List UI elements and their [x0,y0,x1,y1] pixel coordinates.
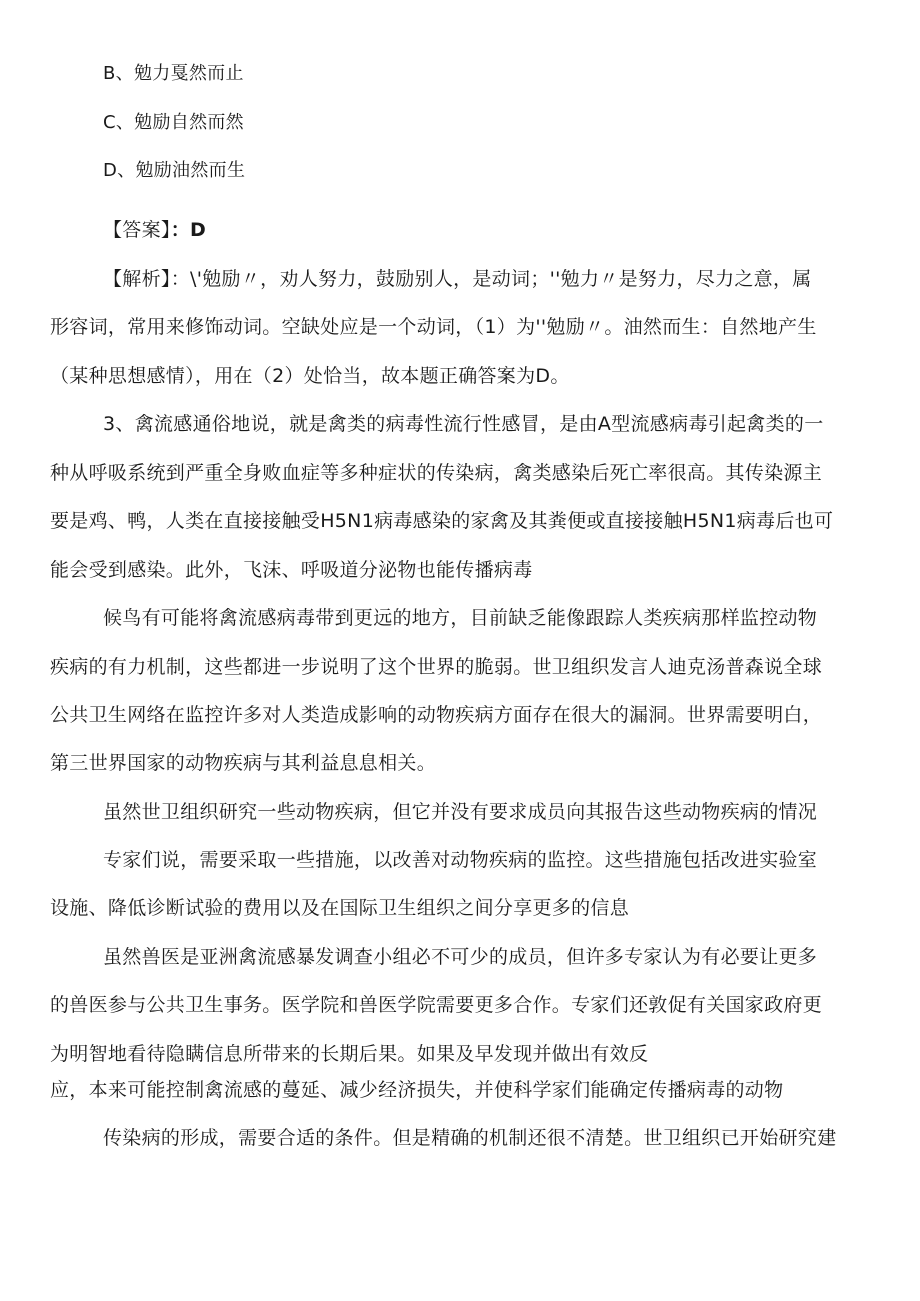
answer-line [103,218,206,242]
option-b: B、勉力戛然而止 [103,63,244,84]
q3-p5-line-2: 的兽医参与公共卫生事务。医学院和兽医学院需要更多合作。专家们还敦促有关国家政府更 [50,994,823,1016]
q3-p5-line-4: 应，本来可能控制禽流感的蔓延、减少经济损失，并使科学家们能确定传播病毒的动物 [50,1079,784,1101]
analysis-line-2: 形容词，常用来修饰动词。空缺处应是一个动词，（1）为''勉励〃。油然而生：自然地产生 [50,316,817,338]
q3-p2-line-2: 疾病的有力机制，这些都进一步说明了这个世界的脆弱。世卫组织发言人迪克汤普森说全球 [50,656,823,678]
q3-p5-line-3: 为明智地看待隐瞒信息所带来的长期后果。如果及早发现并做出有效反 [50,1043,649,1065]
option-d: D、勉励油然而生 [103,160,246,181]
analysis-line-1: 【解析】：\'勉励〃，劝人努力，鼓励别人，是动词；''勉力〃是努力，尽力之意，属 [103,268,812,290]
q3-p1-line-2: 种从呼吸系统到严重全身败血症等多种症状的传染病，禽类感染后死亡率很高。其传染源主 [50,462,823,484]
q3-p2-line-3: 公共卫生网络在监控许多对人类造成影响的动物疾病方面存在很大的漏洞。世界需要明白， [50,704,823,726]
q3-p4-line-1: 专家们说，需要采取一些措施，以改善对动物疾病的监控。这些措施包括改进实验室 [103,849,818,871]
q3-p1-line-1: 3、禽流感通俗地说，就是禽类的病毒性流行性感冒，是由A型流感病毒引起禽类的一 [103,413,824,435]
answer-label: 【答案】 [103,219,171,241]
q3-p6-line-1: 传染病的形成，需要合适的条件。但是精确的机制还很不清楚。世卫组织已开始研究建 [103,1127,837,1149]
analysis-line-3: （某种思想感情），用在（2）处恰当，故本题正确答案为D。 [50,365,570,387]
q3-p4-line-2: 设施、降低诊断试验的费用以及在国际卫生组织之间分享更多的信息 [50,897,630,919]
q3-p3-line-1: 虽然世卫组织研究一些动物疾病，但它并没有要求成员向其报告这些动物疾病的情况 [103,801,818,823]
q3-p2-line-1: 候鸟有可能将禽流感病毒带到更远的地方，目前缺乏能像跟踪人类疾病那样监控动物 [103,607,818,629]
q3-p1-line-4: 能会受到感染。此外，飞沫、呼吸道分泌物也能传播病毒 [50,559,533,581]
answer-value: ：D [170,219,207,241]
q3-p5-line-1: 虽然兽医是亚洲禽流感暴发调查小组必不可少的成员，但许多专家认为有必要让更多 [103,946,818,968]
option-c: C、勉励自然而然 [103,112,244,133]
q3-p1-line-3: 要是鸡、鸭，人类在直接接触受H5N1病毒感染的家禽及其粪便或直接接触H5N1病毒后也可 [50,510,834,532]
q3-p2-line-4: 第三世界国家的动物疾病与其利益息息相关。 [50,752,437,774]
